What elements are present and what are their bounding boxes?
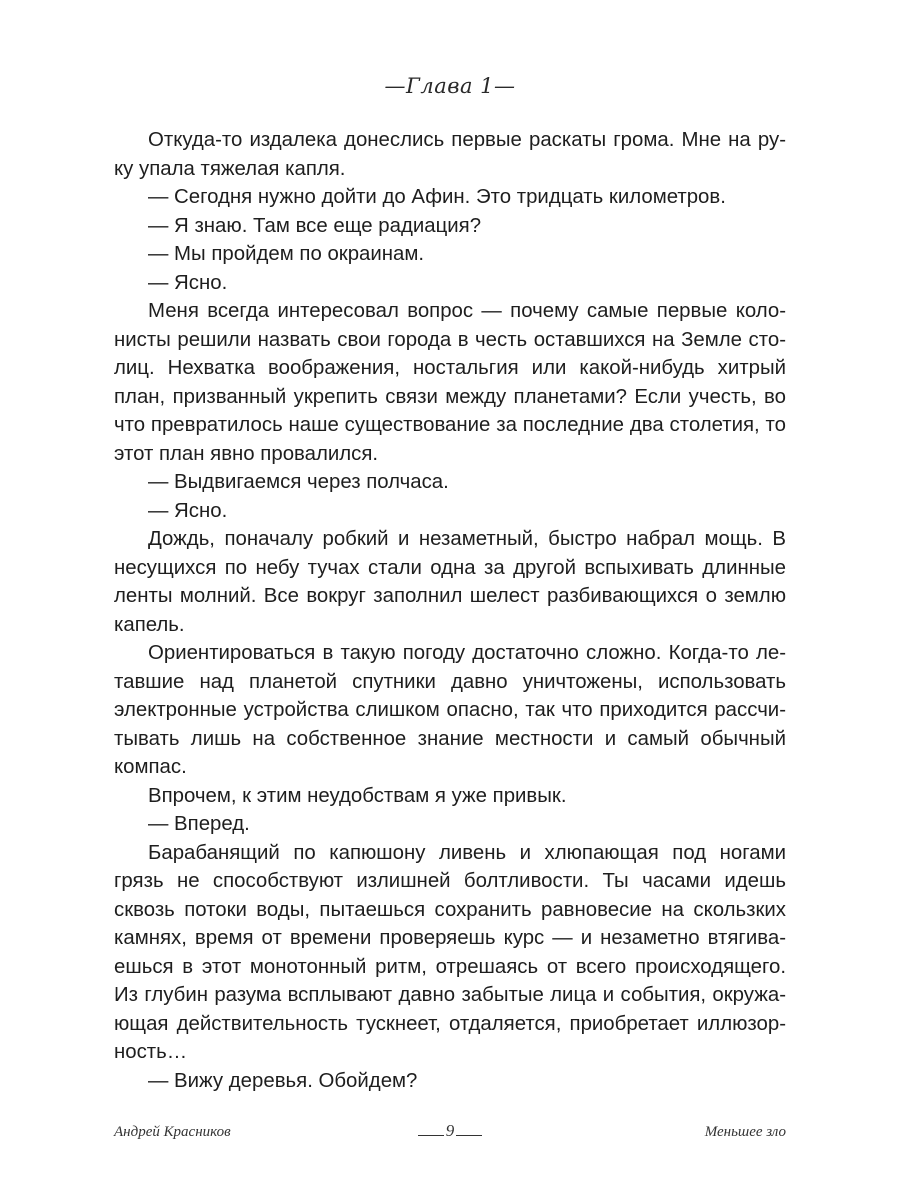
paragraph: — Ясно.: [148, 271, 228, 294]
page-footer: [114, 1121, 786, 1154]
paragraph: — Ясно.: [148, 499, 228, 522]
footer-author: Андрей Красников: [114, 1124, 231, 1140]
page-number-rule-left: [418, 1135, 444, 1136]
chapter-title: —Глава 1—: [384, 74, 516, 98]
paragraph: Меня всегда интересовал вопрос — почему самые первые колонисты решили назвать свои города в честь оставшихся на Земле столиц. Нехватка воображения, ностальгия или какой-нибудь хитрый план, призванный укрепить связи между планетами? Если учесть, во что превратилось наше существование за последние два столетия, то этот план явно провалился.: [114, 300, 786, 465]
paragraph: Ориентироваться в такую погоду достаточно сложно. Когда-то летавшие над планетой спутники давно уничтожены, использовать электронные устройства слишком опасно, так что приходится рассчитывать лишь на собственное знание местности и самый обычный компас.: [114, 642, 786, 778]
paragraph: Откуда-то издалека донеслись первые раскаты грома. Мне на руку упала тяжелая капля.: [114, 129, 786, 180]
paragraph: — Вижу деревья. Обойдем?: [148, 1069, 418, 1092]
page-number-rule-right: [456, 1135, 482, 1136]
paragraph: — Выдвигаемся через полчаса.: [148, 471, 449, 493]
paragraph: — Сегодня нужно дойти до Афин. Это тридцать километров.: [148, 186, 726, 208]
paragraph: — Мы пройдем по окраинам.: [148, 243, 425, 265]
paragraph: Впрочем, к этим неудобствам я уже привык.: [148, 784, 567, 807]
page-number: 9: [445, 1121, 455, 1140]
paragraph: — Вперед.: [148, 813, 250, 835]
text-body: [114, 126, 786, 1095]
paragraph: Барабанящий по капюшону ливень и хлюпающая под ногами грязь не способствуют излишней болтливости. Ты часами идешь сквозь потоки воды, пытаешься сохранить равновесие на скользких камнях, время от времени проверяешь курс — и незаметно втягиваешься в этот монотонный ритм, отрешаясь от всего происходящего. Из глубин разума всплывают давно забытые лица и события, окружающая действительность тускнеет, отдаляется, приобретает иллюзорность…: [114, 841, 786, 1063]
paragraph: Дождь, поначалу робкий и незаметный, быстро набрал мощь. В несущихся по небу тучах стали одна за другой вспыхивать длинные ленты молний. Все вокруг заполнил шелест разбивающихся о землю капель.: [114, 528, 786, 636]
paragraph: — Я знаю. Там все еще радиация?: [148, 214, 482, 237]
page-number-block: [114, 1121, 786, 1141]
footer-book-title: Меньшее зло: [704, 1124, 786, 1140]
